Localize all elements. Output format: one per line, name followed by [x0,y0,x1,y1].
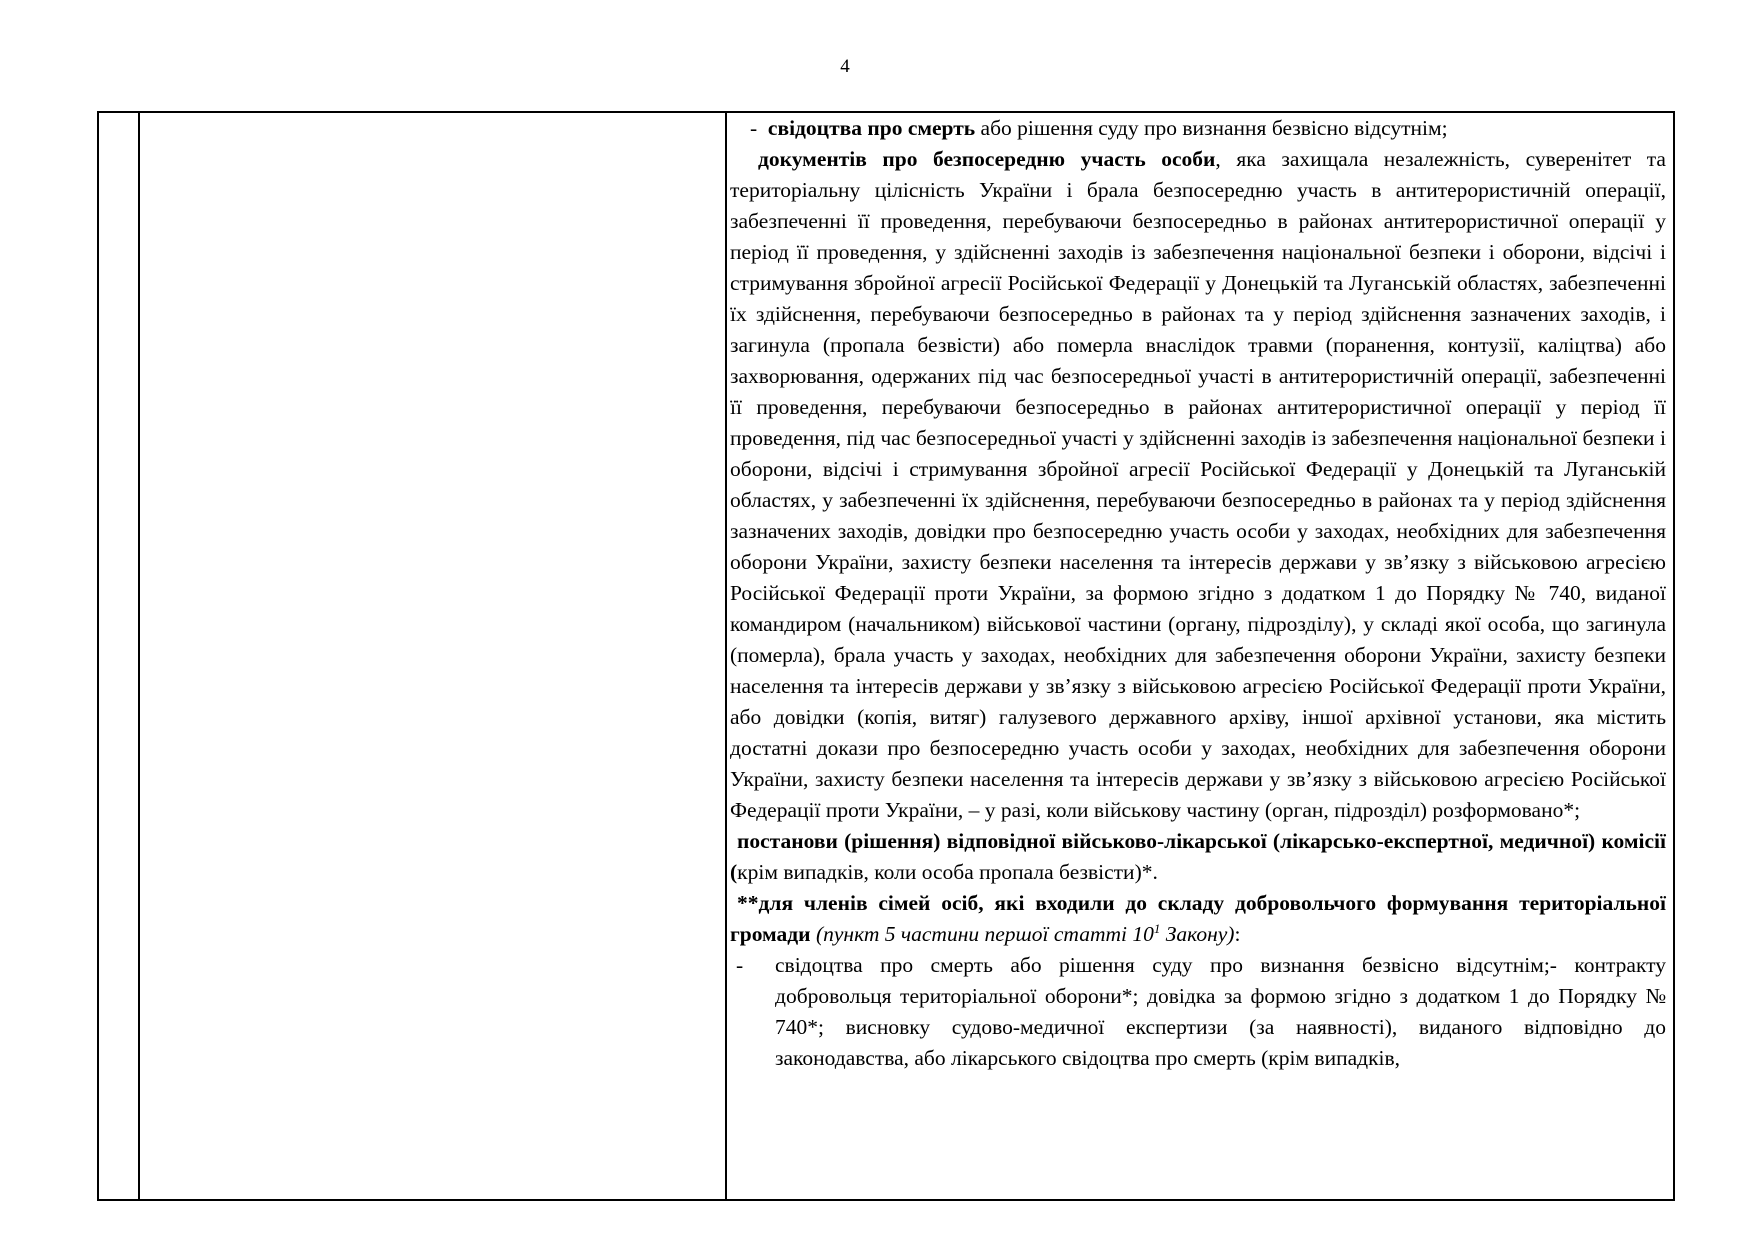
paragraph-text: крім випадків, коли особа пропала безвісти)*. [737,860,1158,884]
paragraph-text: , яка захищала незалежність, суверенітет та територіальну цілісність України і брала безпосередню участь в антитерористичній операції, забезпеченні її проведення, перебуваючи безпосередньо в районах антитерористичної операції у період її проведення, у здійсненні заходів із забезпечення національної безпеки і оборони, відсічі і стримування збройної агресії Російської Федерації у Донецькій та Луганській областях, забезпеченні їх здійснення, перебуваючи безпосередньо в районах та у період здійснення зазначених заходів, і загинула (пропала безвісти) або померла внаслідок травми (поранення, контузії, каліцтва) або захворювання, одержаних під час безпосередньої участі в антитерористичній операції, забезпеченні її проведення, перебуваючи безпосередньо в районах антитерористичної операції у період її проведення, під час безпосередньої участі у здійсненні заходів із забезпечення національної безпеки і оборони, відсічі і стримування збройної агресії Російської Федерації у Донецькій та Луганській областях, у забезпеченні їх здійснення, перебуваючи безпосередньо в районах та у період здійснення зазначених заходів, довідки про безпосередню участь особи у заходах, необхідних для забезпечення оборони України, захисту безпеки населення та інтересів держави у зв’язку з військовою агресією Російської Федерації проти України, за формою згідно з додатком 1 до Порядку № 740, виданої командиром (начальником) військової частини (органу, підрозділу), у складі якої особа, що загинула (померла), брала участь у заходах, необхідних для забезпечення оборони України, захисту безпеки населення та інтересів держави у зв’язку з військовою агресією Російської Федерації проти України, або довідки (копія, витяг) галузевого державного архіву, іншої архівної установи, яка містить достатні докази про безпосередню участь особи у заходах, необхідних для забезпечення оборони України, захисту безпеки населення та інтересів держави у зв’язку з військовою агресією Російської Федерації проти України, – у разі, коли військову частину (орган, підрозділ) розформовано*; [730,147,1666,822]
list-item [730,950,1666,1074]
paragraph-volunteer-families [730,888,1666,950]
law-reference-end: Закону) [1160,922,1235,946]
paragraph-medical-commission [730,826,1666,888]
bold-term: **для членів сімей осіб, які входили до складу добровольчого формування територіальної громади [730,891,1666,946]
paragraph-text: або рішення суду про визнання безвісно відсутнім; [975,116,1448,140]
dash-marker: - [736,953,744,977]
bold-term: свідоцтва про смерть [767,116,976,140]
bold-term: документів про безпосередню участь особи [758,147,1216,171]
law-reference-superscript: 1 [1153,920,1161,936]
table-row [98,112,1674,1200]
bold-term: постанови (рішення) відповідної військово-лікарської (лікарсько-експертної, медичної) комісії ( [730,829,1666,884]
page-number: 4 [840,56,850,77]
dash-marker: - [750,116,758,140]
document-table [97,111,1675,1201]
paragraph-participation-documents [730,144,1666,826]
paragraph-death-certificate [730,113,1666,144]
number-cell [98,112,139,1200]
list-item-text: свідоцтва про смерть або рішення суду про визнання безвісно відсутнім;- контракту добровольця територіальної оборони*; довідка за формою згідно з додатком 1 до Порядку № 740*; висновку судово-медичної експертизи (за наявності), виданого відповідно до законодавства, або лікарського свідоцтва про смерть (крім випадків, [775,953,1666,1070]
law-reference: (пункт 5 частини першої статті 10 [810,922,1154,946]
description-cell [726,112,1674,1200]
name-cell [139,112,726,1200]
colon: : [1234,922,1241,946]
